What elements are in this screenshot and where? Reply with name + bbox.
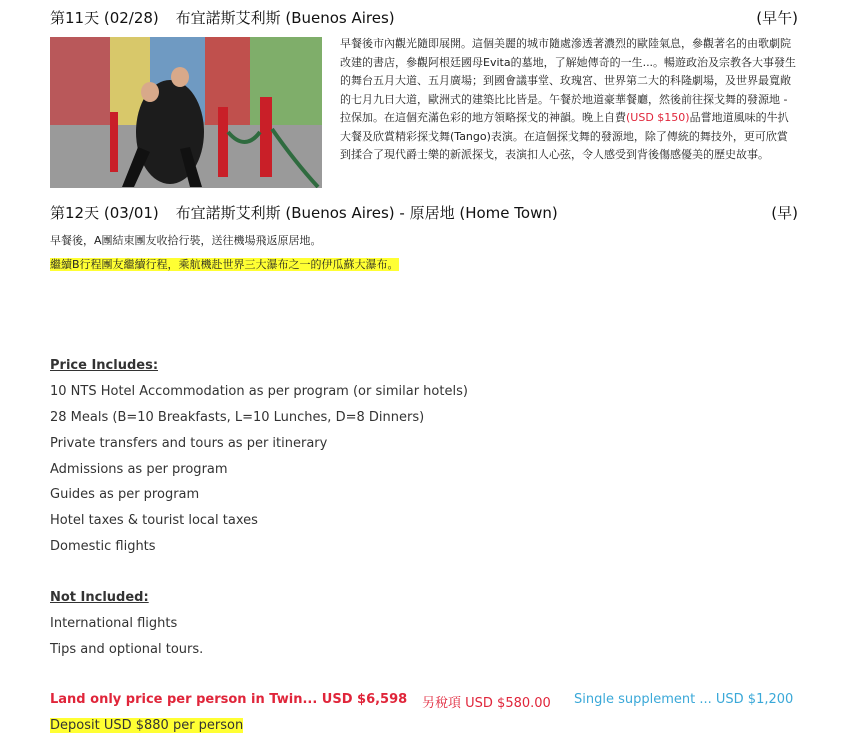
includes-item: 10 NTS Hotel Accommodation as per program (or similar hotels) (50, 384, 468, 399)
includes-item: Hotel taxes & tourist local taxes (50, 513, 258, 528)
excludes-item: International flights (50, 616, 178, 631)
day11-desc-part1: 早餐後市內觀光隨即展開。這個美麗的城市隨處滲透著濃烈的歐陸氣息，參觀著名的由歌劇院改建的書店，參觀阿根廷國母Evita的墓地，了解她傳奇的一生...。暢遊政治及宗教各大事發生的舞台五月大道、五月廣場；到國會議事堂、玫瑰宮、世界第二大的科隆劇場，及世界最寬敞的七月九日大道，歐洲式的建築比比皆是。午餐於地道豪華餐廳，然後前往探戈舞的發源地 - 拉保加。在這個充滿色彩的地方領略探戈的神韻。晚上自費 (340, 37, 797, 124)
includes-item: Domestic flights (50, 539, 156, 554)
excludes-item: Tips and optional tours. (50, 642, 204, 657)
day12-location: 布宜諾斯艾利斯 (Buenos Aires) - 原居地 (Home Town) (175, 203, 558, 222)
day11-optional-price: (USD $150) (626, 111, 690, 124)
includes-item: Guides as per program (50, 487, 200, 502)
day12-date: 第12天 (03/01) (50, 203, 159, 222)
day11-header (50, 6, 798, 28)
day11-title-group (50, 7, 407, 28)
day12-text: 早餐後，A團結束團友收拾行裝，送往機場飛返原居地。 (50, 234, 322, 247)
day11-desc-part2: 品嘗地道風味的牛扒大餐及欣賞精彩探戈舞(Tango)表演。在這個探戈舞的發源地，除了傳統的舞技外，更可欣賞到揉合了現代爵士樂的新派探戈，表演扣人心弦，令人感受到背後傷感優美的歷史故事。 (340, 111, 789, 161)
includes-item: Private transfers and tours as per itinerary (50, 436, 328, 451)
day11-date: 第11天 (02/28) (50, 8, 159, 27)
day11-description (340, 35, 798, 165)
deposit-line (50, 718, 243, 733)
land-price: Land only price per person in Twin... USD $6,598 (50, 692, 408, 707)
includes-item: Admissions as per program (50, 462, 228, 477)
tango-photo-svg (50, 37, 322, 188)
deposit: Deposit USD $880 per person (50, 718, 244, 733)
day11-meal: (早午) (756, 8, 798, 27)
includes-item: 28 Meals (B=10 Breakfasts, L=10 Lunches, D=8 Dinners) (50, 410, 425, 425)
day11-location: 布宜諾斯艾利斯 (Buenos Aires) (175, 8, 395, 27)
includes-title: Price Includes: (50, 358, 159, 373)
excludes-title: Not Included: (50, 590, 149, 605)
single-supplement: Single supplement ... USD $1,200 (574, 692, 794, 707)
tango-dancers-photo (50, 37, 322, 188)
day12-header (50, 201, 798, 223)
tax-price: 另稅項 USD $580.00 (422, 696, 551, 711)
day12-meal: (早) (771, 203, 798, 222)
day12-highlight: 繼續B行程團友繼續行程，乘航機赴世界三大瀑布之一的伊瓜蘇大瀑布。 (50, 258, 399, 271)
day12-title-group (50, 202, 570, 223)
day12-highlight-line (50, 256, 399, 272)
